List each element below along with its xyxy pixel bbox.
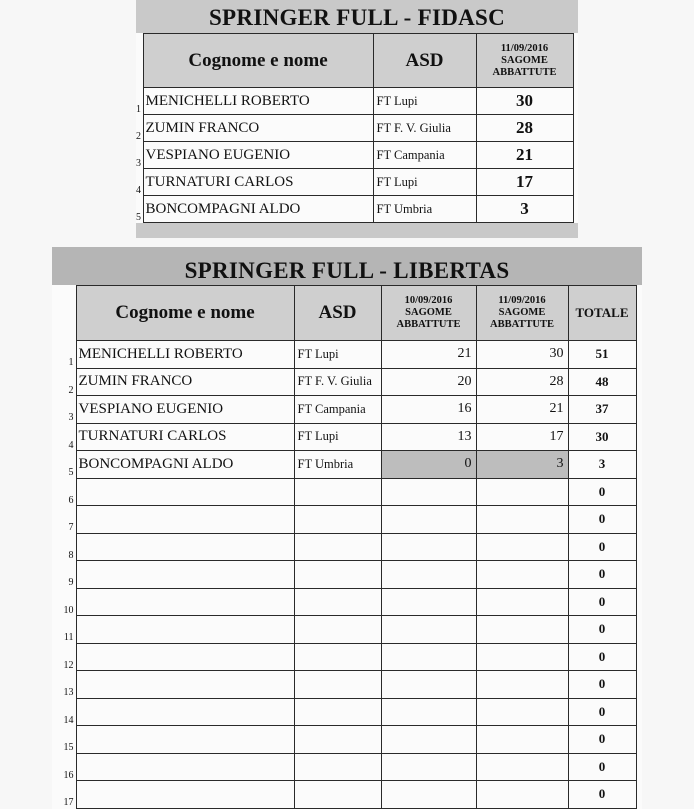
score-day1 xyxy=(381,506,476,534)
athlete-name: TURNATURI CARLOS xyxy=(143,169,373,196)
club-name xyxy=(294,671,381,699)
table-row xyxy=(52,671,642,699)
libertas-title: SPRINGER FULL - LIBERTAS xyxy=(184,258,510,283)
club-name xyxy=(294,478,381,506)
edge-cell xyxy=(636,533,642,561)
total-score: 37 xyxy=(568,396,636,424)
athlete-name: MENICHELLI ROBERTO xyxy=(76,341,294,369)
score-day1 xyxy=(381,698,476,726)
header-asd: ASD xyxy=(373,34,476,88)
table-row xyxy=(52,423,642,451)
edge-cell xyxy=(636,616,642,644)
score-day2 xyxy=(476,753,568,781)
score: 17 xyxy=(476,169,573,196)
club-name: FT Campania xyxy=(294,396,381,424)
header-score1: SAGOME ABBATTUTE xyxy=(396,307,461,330)
club-name xyxy=(294,643,381,671)
club-name xyxy=(294,533,381,561)
header-date: 11/09/2016 xyxy=(500,42,549,54)
table-row xyxy=(52,616,642,644)
corner-cell xyxy=(52,286,76,341)
table-row xyxy=(52,451,642,479)
table-row xyxy=(52,698,642,726)
row-number: 3 xyxy=(68,412,74,423)
club-name: FT Campania xyxy=(373,142,476,169)
header-name: Cognome e nome xyxy=(143,34,373,88)
score: 30 xyxy=(476,88,573,115)
edge-cell xyxy=(573,88,578,115)
row-number: 3 xyxy=(136,157,141,169)
club-name xyxy=(294,506,381,534)
table-row xyxy=(52,341,642,369)
score-day1: 16 xyxy=(381,396,476,424)
table-row xyxy=(52,478,642,506)
table-row xyxy=(136,196,578,223)
total-score: 0 xyxy=(568,671,636,699)
total-score: 0 xyxy=(568,561,636,589)
athlete-name xyxy=(76,643,294,671)
athlete-name: VESPIANO EUGENIO xyxy=(143,142,373,169)
row-number: 9 xyxy=(68,577,74,588)
score-day1: 13 xyxy=(381,423,476,451)
header-score2: SAGOME ABBATTUTE xyxy=(490,307,554,330)
score-day1 xyxy=(381,478,476,506)
edge-cell xyxy=(636,341,642,369)
score-day2 xyxy=(476,478,568,506)
score-day2: 30 xyxy=(476,341,568,369)
athlete-name: ZUMIN FRANCO xyxy=(143,115,373,142)
club-name: FT Lupi xyxy=(373,169,476,196)
edge-cell xyxy=(636,781,642,809)
edge-cell xyxy=(636,671,642,699)
club-name: FT Lupi xyxy=(373,88,476,115)
club-name xyxy=(294,781,381,809)
athlete-name xyxy=(76,616,294,644)
club-name xyxy=(294,561,381,589)
row-number: 13 xyxy=(63,687,74,698)
score: 3 xyxy=(476,196,573,223)
fidasc-table xyxy=(136,33,578,223)
total-score: 30 xyxy=(568,423,636,451)
total-score: 0 xyxy=(568,506,636,534)
header-date2: 11/09/2016 xyxy=(498,295,546,306)
table-row xyxy=(136,169,578,196)
fidasc-sheet xyxy=(136,0,578,238)
score-day1 xyxy=(381,561,476,589)
libertas-rows xyxy=(52,341,642,809)
table-row xyxy=(52,643,642,671)
athlete-name xyxy=(76,561,294,589)
header-date1: 10/09/2016 xyxy=(404,295,453,306)
club-name: FT Lupi xyxy=(294,423,381,451)
edge-cell xyxy=(636,506,642,534)
club-name: FT Lupi xyxy=(294,341,381,369)
athlete-name xyxy=(76,533,294,561)
row-number: 2 xyxy=(68,384,74,396)
total-score: 0 xyxy=(568,478,636,506)
edge-cell xyxy=(636,643,642,671)
table-row xyxy=(52,368,642,396)
edge-cell xyxy=(636,698,642,726)
edge-cell xyxy=(636,753,642,781)
table-row xyxy=(52,781,642,809)
row-number: 2 xyxy=(136,130,141,142)
row-number: 10 xyxy=(63,604,74,616)
score-day2 xyxy=(476,643,568,671)
score: 28 xyxy=(476,115,573,142)
score-day1 xyxy=(381,643,476,671)
header-score-label: SAGOME ABBATTUTE xyxy=(492,54,557,78)
total-score: 48 xyxy=(568,368,636,396)
score-day2 xyxy=(476,506,568,534)
edge-cell xyxy=(573,196,578,223)
club-name xyxy=(294,588,381,616)
club-name: FT F. V. Giulia xyxy=(294,368,381,396)
header-day2 xyxy=(476,286,568,341)
header-score xyxy=(476,34,573,88)
edge-cell xyxy=(573,169,578,196)
total-score: 0 xyxy=(568,781,636,809)
athlete-name xyxy=(76,671,294,699)
athlete-name xyxy=(76,506,294,534)
score-day2 xyxy=(476,726,568,754)
score-day2 xyxy=(476,781,568,809)
athlete-name: ZUMIN FRANCO xyxy=(76,368,294,396)
score-day2 xyxy=(476,533,568,561)
score-day2: 3 xyxy=(476,451,568,479)
edge-cell xyxy=(573,142,578,169)
table-row xyxy=(52,588,642,616)
table-row xyxy=(136,88,578,115)
row-number: 8 xyxy=(68,549,74,561)
club-name xyxy=(294,726,381,754)
libertas-sheet xyxy=(52,247,642,808)
edge-cell xyxy=(636,396,642,424)
row-number: 12 xyxy=(63,659,74,671)
score-day2 xyxy=(476,616,568,644)
header-asd: ASD xyxy=(294,286,381,341)
score-day1 xyxy=(381,781,476,809)
total-score: 0 xyxy=(568,753,636,781)
score-day1: 21 xyxy=(381,341,476,369)
fidasc-title: SPRINGER FULL - FIDASC xyxy=(208,5,506,30)
score-day1 xyxy=(381,671,476,699)
edge-cell xyxy=(636,478,642,506)
row-number: 6 xyxy=(68,494,74,506)
edge-cell xyxy=(636,588,642,616)
club-name xyxy=(294,616,381,644)
score-day1: 0 xyxy=(381,451,476,479)
table-row xyxy=(52,533,642,561)
club-name: FT Umbria xyxy=(294,451,381,479)
athlete-name xyxy=(76,753,294,781)
edge-cell xyxy=(636,561,642,589)
total-score: 0 xyxy=(568,533,636,561)
athlete-name xyxy=(76,726,294,754)
total-score: 3 xyxy=(568,451,636,479)
club-name xyxy=(294,698,381,726)
edge-cell xyxy=(636,423,642,451)
athlete-name xyxy=(76,588,294,616)
row-number: 16 xyxy=(63,769,74,781)
club-name: FT Umbria xyxy=(373,196,476,223)
row-number: 15 xyxy=(63,742,74,753)
row-number: 4 xyxy=(136,184,141,196)
athlete-name xyxy=(76,781,294,809)
score-day1 xyxy=(381,588,476,616)
edge-cell xyxy=(573,115,578,142)
score-day2: 28 xyxy=(476,368,568,396)
edge-cell xyxy=(636,726,642,754)
edge-cell xyxy=(573,34,578,88)
score-day2: 21 xyxy=(476,396,568,424)
athlete-name: VESPIANO EUGENIO xyxy=(76,396,294,424)
total-score: 51 xyxy=(568,341,636,369)
row-number: 1 xyxy=(68,357,74,368)
header-name: Cognome e nome xyxy=(76,286,294,341)
table-row xyxy=(52,726,642,754)
table-row xyxy=(136,115,578,142)
corner-cell xyxy=(136,34,143,88)
row-number: 5 xyxy=(68,467,74,478)
athlete-name xyxy=(76,698,294,726)
total-score: 0 xyxy=(568,616,636,644)
score-day2 xyxy=(476,561,568,589)
total-score: 0 xyxy=(568,726,636,754)
athlete-name: BONCOMPAGNI ALDO xyxy=(76,451,294,479)
total-score: 0 xyxy=(568,698,636,726)
score-day2 xyxy=(476,588,568,616)
row-number: 7 xyxy=(68,522,74,533)
score-day2: 17 xyxy=(476,423,568,451)
score-day2 xyxy=(476,671,568,699)
score-day1 xyxy=(381,753,476,781)
table-row xyxy=(52,753,642,781)
row-number: 5 xyxy=(136,211,141,223)
club-name xyxy=(294,753,381,781)
score: 21 xyxy=(476,142,573,169)
score-day1 xyxy=(381,533,476,561)
edge-cell xyxy=(636,368,642,396)
athlete-name: TURNATURI CARLOS xyxy=(76,423,294,451)
table-row xyxy=(52,561,642,589)
score-day1: 20 xyxy=(381,368,476,396)
header-day1 xyxy=(381,286,476,341)
score-day2 xyxy=(476,698,568,726)
header-total: TOTALE xyxy=(568,286,636,341)
row-number: 14 xyxy=(63,714,74,726)
libertas-table xyxy=(52,285,642,809)
fidasc-rows xyxy=(136,88,578,223)
table-row xyxy=(52,506,642,534)
club-name: FT F. V. Giulia xyxy=(373,115,476,142)
edge-cell xyxy=(636,286,642,341)
athlete-name: MENICHELLI ROBERTO xyxy=(143,88,373,115)
row-number: 1 xyxy=(136,103,141,115)
table-row xyxy=(136,142,578,169)
total-score: 0 xyxy=(568,588,636,616)
score-day1 xyxy=(381,616,476,644)
row-number: 11 xyxy=(63,632,74,643)
athlete-name xyxy=(76,478,294,506)
row-number: 4 xyxy=(68,439,74,451)
table-row xyxy=(52,396,642,424)
total-score: 0 xyxy=(568,643,636,671)
athlete-name: BONCOMPAGNI ALDO xyxy=(143,196,373,223)
edge-cell xyxy=(636,451,642,479)
score-day1 xyxy=(381,726,476,754)
row-number: 17 xyxy=(63,797,74,808)
